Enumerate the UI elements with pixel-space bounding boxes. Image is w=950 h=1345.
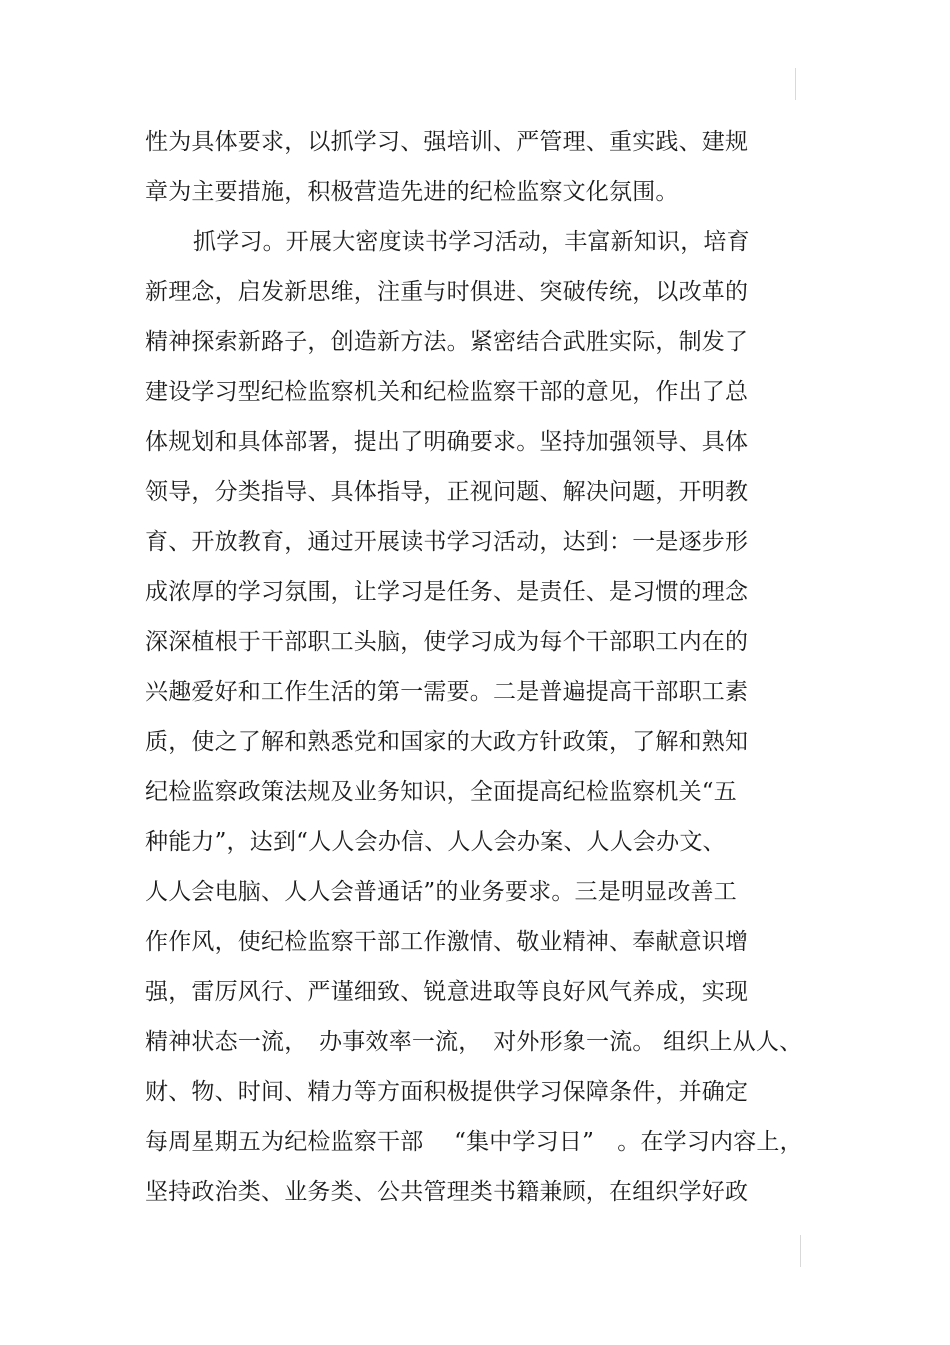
text-line-10: 成浓厚的学习氛围，让学习是任务、是责任、是习惯的理念 <box>145 579 749 605</box>
text-line-19: 精神状态一流， 办事效率一流， 对外形象一流。 组织上从人、 <box>145 1029 803 1055</box>
text-line-18: 强，雷厉风行、严谨细致、锐意进取等良好风气养成，实现 <box>145 979 749 1005</box>
text-line-13: 质，使之了解和熟悉党和国家的大政方针政策，了解和熟知 <box>145 729 749 755</box>
page-edge-mark-bottom <box>800 1235 801 1267</box>
text-line-22: 坚持政治类、业务类、公共管理类书籍兼顾，在组织学好政 <box>145 1179 749 1205</box>
text-line-6: 建设学习型纪检监察机关和纪检监察干部的意见，作出了总 <box>145 379 749 405</box>
text-line-20: 财、物、时间、精力等方面积极提供学习保障条件，并确定 <box>145 1079 749 1105</box>
text-line-12: 兴趣爱好和工作生活的第一需要。二是普遍提高干部职工素 <box>145 679 749 705</box>
text-line-5: 精神探索新路子，创造新方法。紧密结合武胜实际，制发了 <box>145 329 749 355</box>
page-edge-mark-top <box>795 68 796 100</box>
text-line-17: 作作风，使纪检监察干部工作激情、敬业精神、奉献意识增 <box>145 929 749 955</box>
text-line-8: 领导，分类指导、具体指导，正视问题、解决问题，开明教 <box>145 479 749 505</box>
text-line-7: 体规划和具体部署，提出了明确要求。坚持加强领导、具体 <box>145 429 749 455</box>
text-line-9: 育、开放教育，通过开展读书学习活动，达到：一是逐步形 <box>145 529 749 555</box>
text-line-16: 人人会电脑、人人会普通话”的业务要求。三是明显改善工 <box>145 879 737 905</box>
text-line-1: 性为具体要求，以抓学习、强培训、严管理、重实践、建规 <box>145 129 749 155</box>
text-line-14: 纪检监察政策法规及业务知识，全面提高纪检监察机关“五 <box>145 779 737 805</box>
text-line-15: 种能力”，达到“人人会办信、人人会办案、人人会办文、 <box>145 829 726 855</box>
text-line-11: 深深植根于干部职工头脑，使学习成为每个干部职工内在的 <box>145 629 749 655</box>
text-line-2: 章为主要措施，积极营造先进的纪检监察文化氛围。 <box>145 179 679 205</box>
text-line-21: 每周星期五为纪检监察干部 “集中学习日” 。在学习内容上， <box>145 1129 803 1155</box>
text-line-3: 抓学习。开展大密度读书学习活动，丰富新知识，培育 <box>193 229 750 255</box>
text-line-4: 新理念，启发新思维，注重与时俱进、突破传统，以改革的 <box>145 279 749 305</box>
